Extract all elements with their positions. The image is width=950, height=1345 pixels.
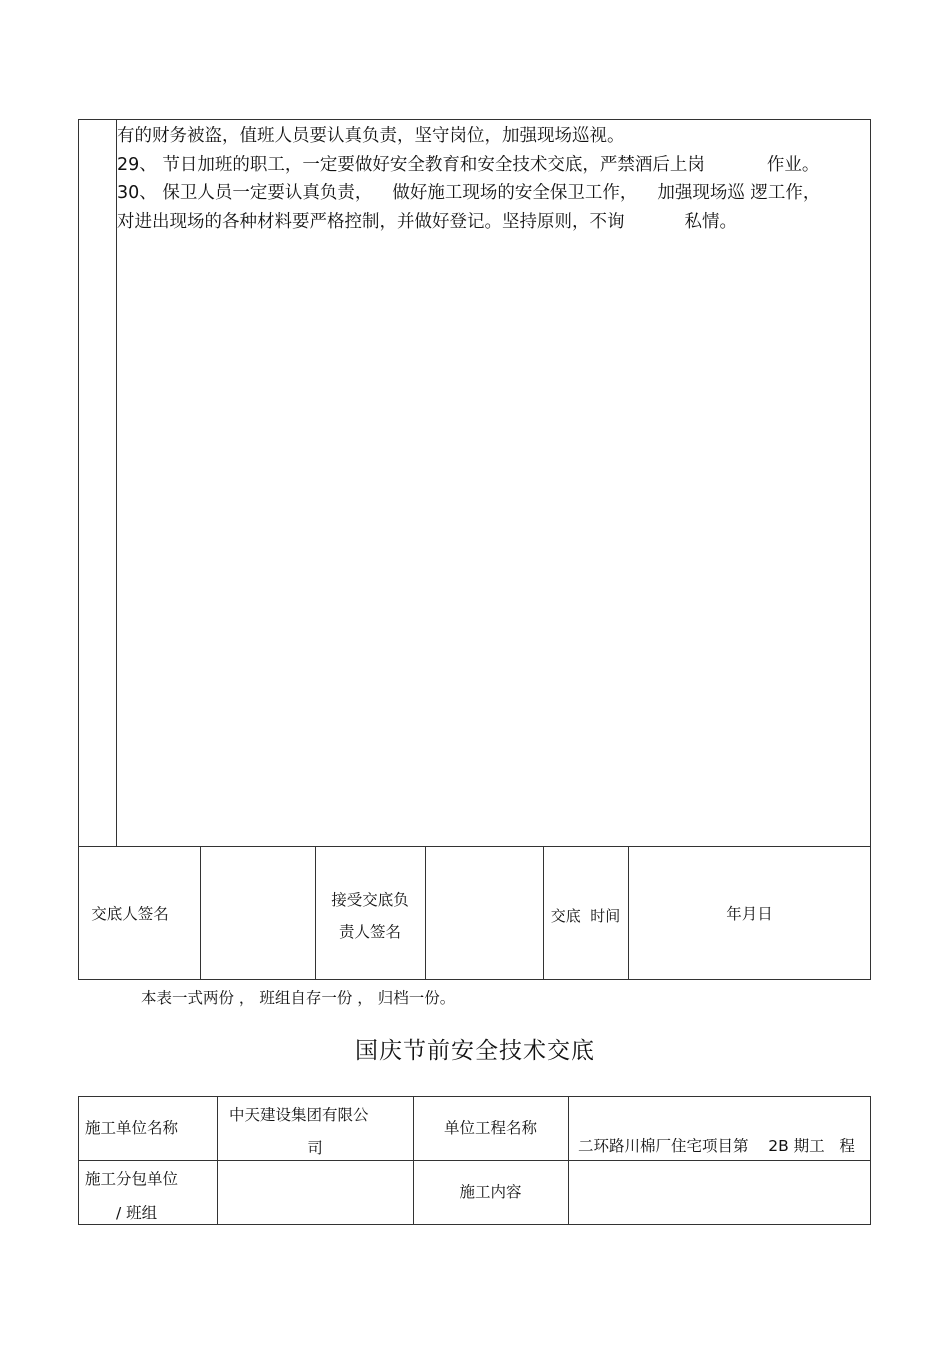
text-line-1: 有的财务被盗，值班人员要认真负责，坚守岗位，加强现场巡视。 xyxy=(117,126,625,146)
sig-divider-1 xyxy=(200,846,201,980)
subcontractor-label-line-2: / 班组 xyxy=(116,1204,158,1222)
text-line-4 xyxy=(117,208,869,237)
item-30-end: 加强现场巡 逻工作， xyxy=(657,183,821,203)
construction-unit-value-2: 司 xyxy=(307,1139,323,1157)
handover-time-label: 交底 时间 xyxy=(550,907,621,925)
item-30-mid: 做好施工现场的安全保卫工作， xyxy=(392,183,638,203)
construction-unit-value-1: 中天建设集团有限公 xyxy=(229,1106,369,1124)
receiver-label-line-2: 责人签名 xyxy=(338,923,401,941)
date-label: 年月日 xyxy=(726,905,773,923)
disclosure-content-table xyxy=(78,119,871,980)
item-29-end: 作业。 xyxy=(766,154,820,175)
text-line-2 xyxy=(117,151,869,180)
sig-divider-3 xyxy=(425,846,426,980)
signature-row-divider xyxy=(78,846,871,847)
construction-content-label: 施工内容 xyxy=(459,1183,522,1201)
item-30-cont: 对进出现场的各种材料要严格控制，并做好登记。坚持原则，不询 xyxy=(117,211,625,232)
item-30: 30、 保卫人员一定要认真负责， xyxy=(117,183,373,203)
construction-unit-label: 施工单位名称 xyxy=(85,1119,179,1137)
text-line-3 xyxy=(117,179,869,208)
form-copies-note: 本表一式两份 ， 班组自存一份 ， 归档一份。 xyxy=(141,989,456,1007)
disclosure-text xyxy=(117,122,869,236)
item-29: 29、 节日加班的职工，一定要做好安全教育和安全技术交底，严禁酒后上岗 xyxy=(117,154,705,175)
subcontractor-label-line-1: 施工分包单位 xyxy=(85,1170,179,1188)
page-title: 国庆节前安全技术交底 xyxy=(355,1038,595,1064)
handover-signature-label: 交底人签名 xyxy=(91,905,169,923)
receiver-label-line-1: 接受交底负 xyxy=(331,891,409,909)
project-name-value: 二环路川棉厂住宅项目第 2B 期工 程 xyxy=(578,1137,855,1155)
item-30-cont-end: 私情。 xyxy=(684,211,737,232)
project-name-label: 单位工程名称 xyxy=(443,1119,537,1137)
